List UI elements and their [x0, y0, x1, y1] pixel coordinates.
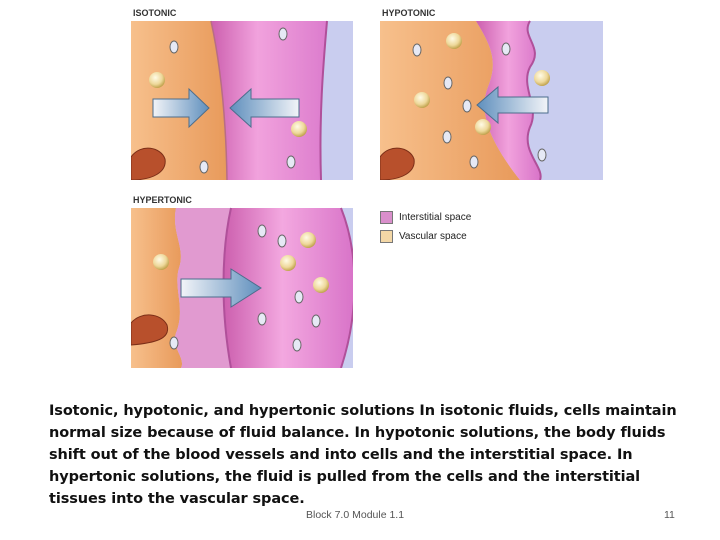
- legend-item-vascular: [380, 227, 471, 246]
- legend-label: Interstitial space: [399, 212, 472, 223]
- legend-item-interstitial: [380, 208, 471, 227]
- footer-page-number: 11: [664, 509, 675, 521]
- vascular-swatch: [380, 230, 393, 243]
- hypotonic-panel: [380, 7, 603, 180]
- hypotonic-title: HYPOTONIC: [382, 8, 436, 18]
- hypertonic-title: HYPERTONIC: [133, 195, 192, 205]
- isotonic-title: ISOTONIC: [133, 8, 177, 18]
- interstitial-swatch: [380, 211, 393, 224]
- footer-module: Block 7.0 Module 1.1: [306, 509, 405, 521]
- legend: [380, 208, 471, 246]
- slide-caption: Isotonic, hypotonic, and hypertonic solutions In isotonic fluids, cells maintain normal size because of fluid balance. In hypotonic solutions, the body fluids shift out of the blood vessels and into cells and the interstitial space. In hypertonic solutions, the fluid is pulled from the cells and the interstitial tissues into the vascular space.: [49, 403, 677, 507]
- legend-label: Vascular space: [399, 231, 467, 242]
- hypertonic-panel: [131, 193, 353, 368]
- isotonic-panel: [131, 7, 353, 180]
